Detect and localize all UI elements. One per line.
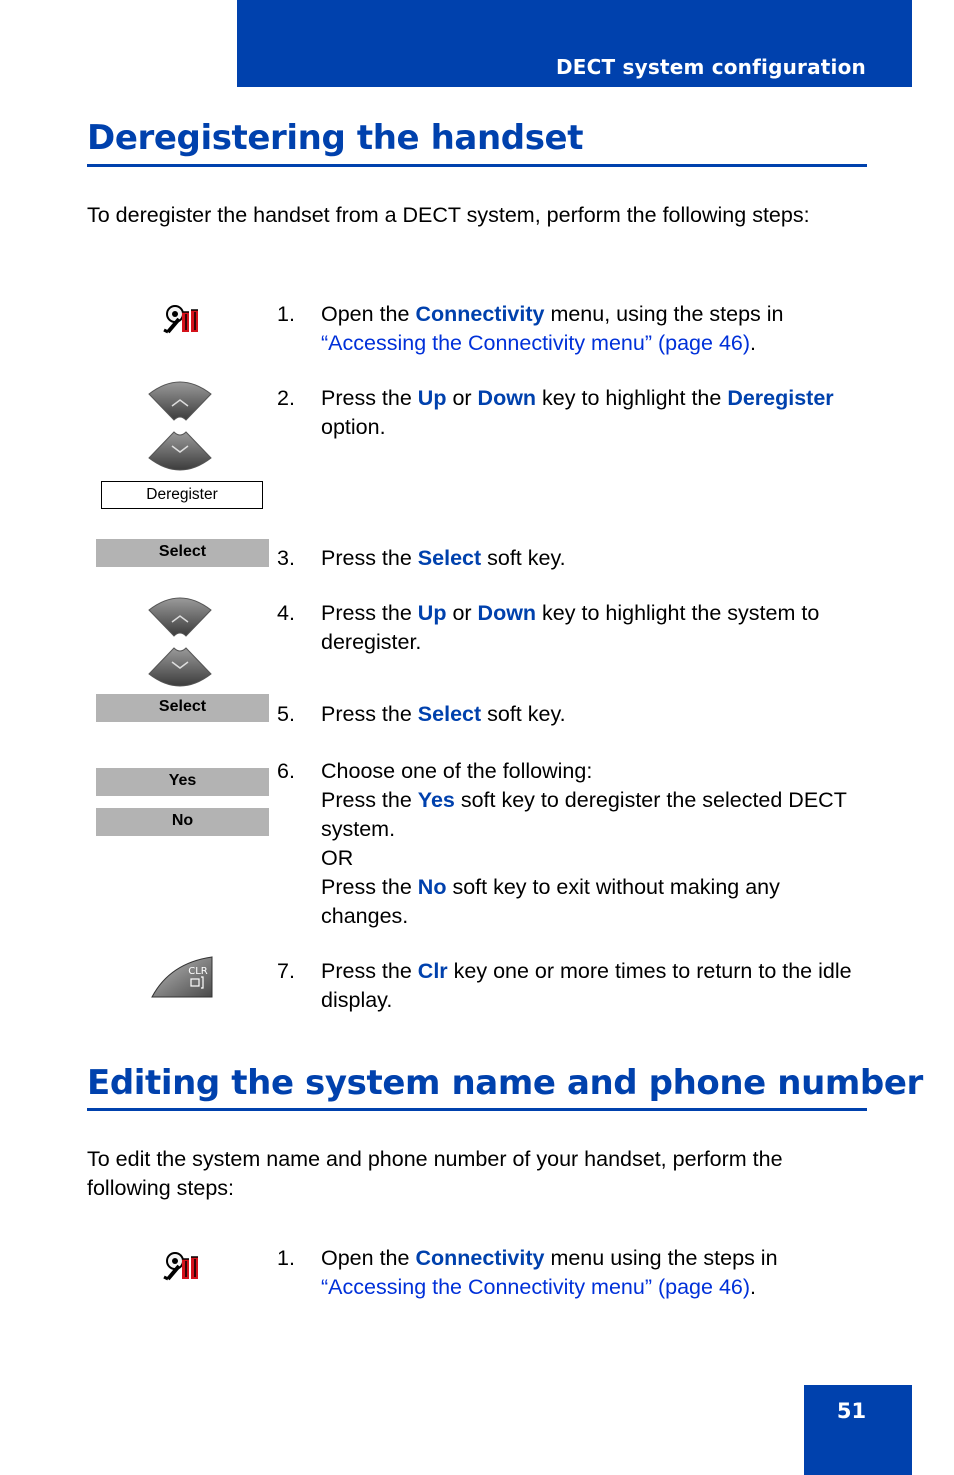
display-deregister-option: Deregister [101,481,263,509]
step-1: 1. Open the Connectivity menu, using the steps in “Accessing the Connectivity menu” (page 46). [277,302,784,355]
connectivity-menu-icon [162,1251,204,1283]
title-rule [87,164,867,167]
step-2: 2. Press the Up or Down key to highlight the Deregister option. [277,386,834,439]
step-1: 1. Open the Connectivity menu using the steps in “Accessing the Connectivity menu” (page 46). [277,1246,778,1299]
section-intro: To edit the system name and phone number of your handset, perform the following steps: [87,1147,783,1200]
step-6: 6. Choose one of the following: Press the Yes soft key to deregister the selected DECT system. OR Press the No soft key to exit without making any changes. [277,759,847,928]
step-7: 7. Press the Clr key one or more times to return to the idle display. [277,959,852,1012]
step-5: 5. Press the Select soft key. [277,702,566,726]
up-down-navigation-key-icon [146,376,214,476]
section-intro: To deregister the handset from a DECT system, perform the following steps: [87,203,810,227]
page-number-box [804,1385,912,1475]
select-softkey: Select [96,694,269,722]
step-4: 4. Press the Up or Down key to highlight the system to deregister. [277,601,820,654]
header-band [237,0,912,87]
section-title-editing: Editing the system name and phone number [87,1063,923,1103]
no-softkey: No [96,808,269,836]
clr-key-icon [150,955,214,999]
accessing-connectivity-link[interactable]: “Accessing the Connectivity menu” (page 46) [321,1275,751,1299]
step-3: 3. Press the Select soft key. [277,546,566,570]
section-title-deregistering: Deregistering the handset [87,118,584,158]
connectivity-keyword: Connectivity [415,302,545,326]
page-number: 51 [836,1399,867,1423]
select-softkey: Select [96,539,269,567]
yes-softkey: Yes [96,768,269,796]
title-rule [87,1108,867,1111]
running-header: DECT system configuration [555,55,866,79]
accessing-connectivity-link[interactable]: “Accessing the Connectivity menu” (page 46) [321,331,751,355]
clr-key-label: CLR [188,966,208,977]
up-down-navigation-key-icon [146,592,214,692]
connectivity-menu-icon [162,304,204,336]
